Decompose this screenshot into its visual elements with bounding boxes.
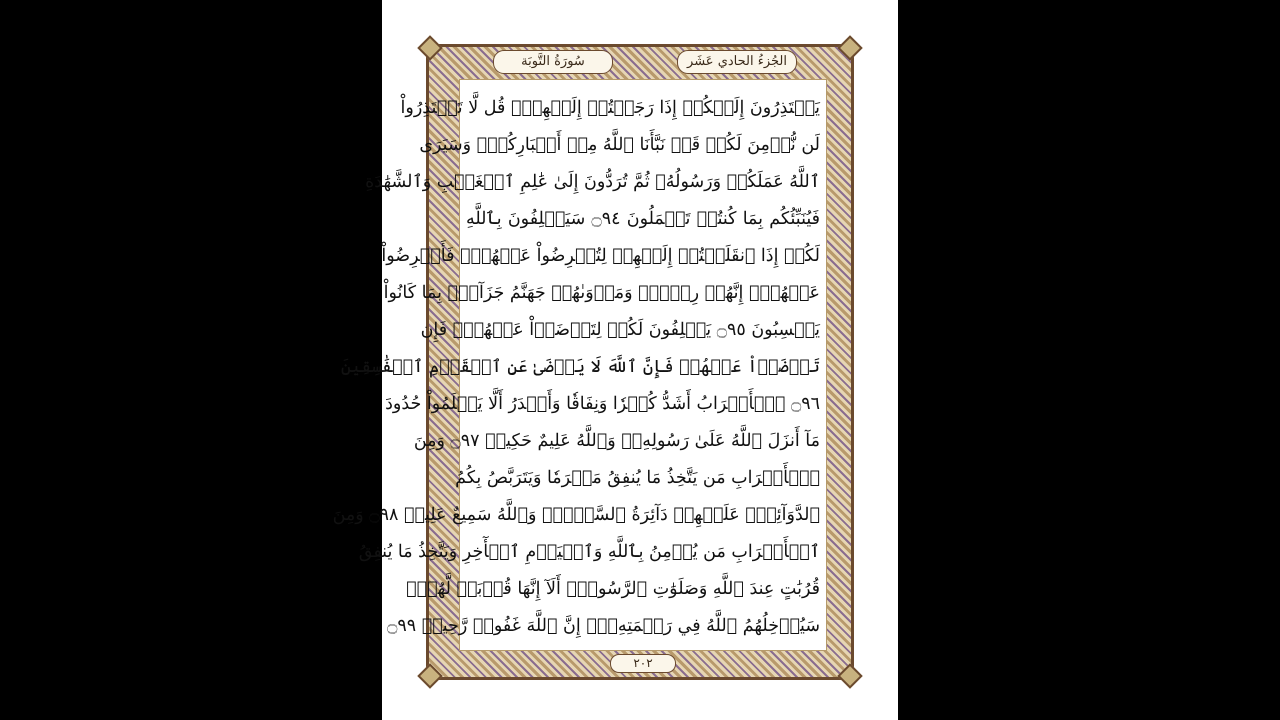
verse-line: عَنۡهُمۡۖ إِنَّهُمۡ رِجۡسٞۖ وَمَأۡوَىٰهُمۡ جَهَنَّمُ جَزَآءَۢ بِمَا كَانُواْ (383, 283, 820, 303)
verse-line: فَيُنَبِّئُكُم بِمَا كُنتُمۡ تَعۡمَلُونَ ۝٩٤ سَيَحۡلِفُونَ بِٱللَّهِ (466, 209, 820, 229)
mushaf-page (332, 0, 898, 720)
corner-ornament-top-right (837, 35, 862, 60)
verse-line: لَن نُّؤۡمِنَ لَكُمۡ قَدۡ نَبَّأَنَا ٱللَّهُ مِنۡ أَخۡبَارِكُمۡۚ وَسَيَرَى (419, 135, 820, 155)
verse-text-area (332, 79, 827, 651)
verse-line: قُرُبَٰتٍ عِندَ ٱللَّهِ وَصَلَوَٰتِ ٱلرَّسُولِۚ أَلَآ إِنَّهَا قُرۡبَةٞ لَّهُمۡۚ (406, 579, 820, 599)
verse-line: ۝٩٦ ٱلۡأَعۡرَابُ أَشَدُّ كُفۡرٗا وَنِفَاقٗا وَأَجۡدَرُ أَلَّا يَعۡلَمُواْ حُدُودَ (385, 394, 820, 414)
corner-ornament-bottom-right (837, 663, 862, 688)
corner-ornament-bottom-left (417, 663, 442, 688)
page-number: ٢٠٢ (610, 654, 676, 673)
verse-line: لَكُمۡ إِذَا ٱنقَلَبۡتُمۡ إِلَيۡهِمۡ لِتُعۡرِضُواْ عَنۡهُمۡۖ فَأَعۡرِضُواْ (381, 246, 820, 266)
verse-line: يَعۡتَذِرُونَ إِلَيۡكُمۡ إِذَا رَجَعۡتُمۡ إِلَيۡهِمۡۚ قُل لَّا تَعۡتَذِرُواْ (400, 98, 820, 118)
verse-line: ٱلدَّوَآئِرَۚ عَلَيۡهِمۡ دَآئِرَةُ ٱلسَّوۡءِۗ وَٱللَّهُ سَمِيعٌ عَلِيمٞ ۝٩٨ وَمِنَ (332, 505, 820, 525)
ornamental-frame (332, 44, 854, 680)
verse-line: تَرۡضَوۡاْ عَنۡهُمۡ فَإِنَّ ٱللَّهَ لَا يَرۡضَىٰ عَنِ ٱلۡقَوۡمِ ٱلۡفَٰسِقِينَ (340, 357, 820, 377)
verse-line: ٱللَّهُ عَمَلَكُمۡ وَرَسُولُهُۥ ثُمَّ تُرَدُّونَ إِلَىٰ عَٰلِمِ ٱلۡغَيۡبِ وَٱلشَّهَٰدَةِ (365, 172, 820, 192)
surah-header: سُورَةُ التَّوبَة (493, 50, 613, 74)
verse-line: مَآ أَنزَلَ ٱللَّهُ عَلَىٰ رَسُولِهِۦۗ وَٱللَّهُ عَلِيمٌ حَكِيمٞ ۝٩٧ وَمِنَ (413, 431, 820, 451)
verse-line: ٱلۡأَعۡرَابِ مَن يَتَّخِذُ مَا يُنفِقُ مَغۡرَمٗا وَيَتَرَبَّصُ بِكُمُ (455, 468, 820, 488)
verse-line: ٱلۡأَعۡرَابِ مَن يُؤۡمِنُ بِٱللَّهِ وَٱلۡيَوۡمِ ٱلۡأٓخِرِ وَيَتَّخِذُ مَا يُنفِقُ (358, 542, 820, 562)
juz-header: الجُزءُ الحادي عَشَر (677, 50, 797, 74)
verse-line: يَكۡسِبُونَ ۝٩٥ يَحۡلِفُونَ لَكُمۡ لِتَرۡضَوۡاْ عَنۡهُمۡۖ فَإِن (420, 320, 820, 340)
corner-ornament-top-left (417, 35, 442, 60)
verse-line: سَيُدۡخِلُهُمُ ٱللَّهُ فِي رَحۡمَتِهِۦٓۚ إِنَّ ٱللَّهَ غَفُورٞ رَّحِيمٞ ۝٩٩ (387, 616, 820, 636)
